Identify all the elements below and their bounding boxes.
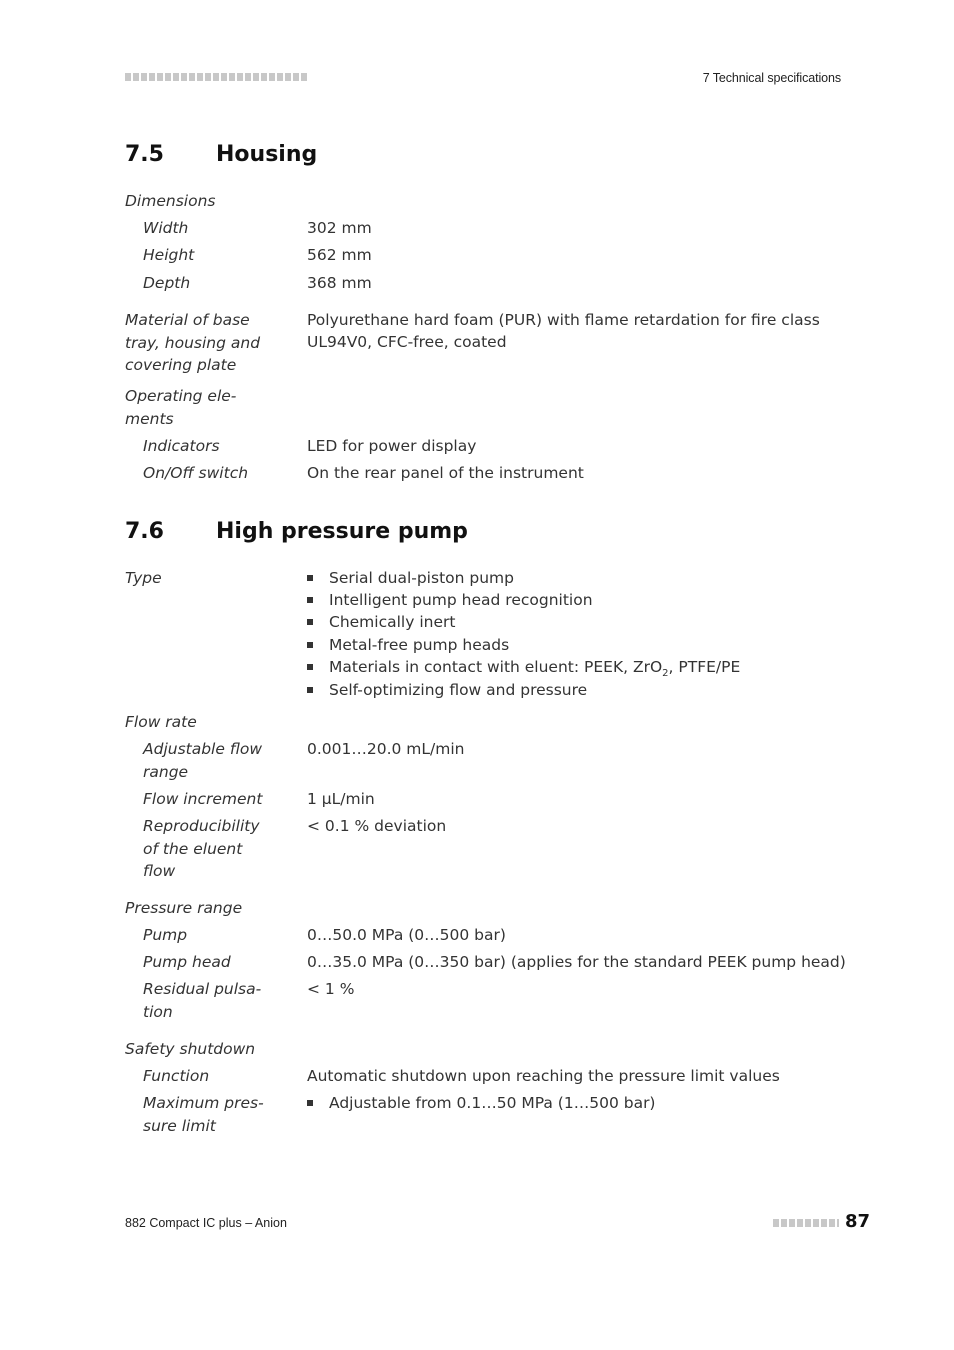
label-material-line3: covering plate bbox=[125, 356, 237, 374]
section-number: 7.5 bbox=[125, 142, 164, 167]
section-heading-housing bbox=[125, 142, 317, 167]
label-adj-line1: Adjustable flow bbox=[143, 740, 263, 758]
type-item bbox=[307, 567, 514, 589]
label-res-line1: Residual pulsa- bbox=[143, 980, 262, 998]
label-safety-shutdown: Safety shutdown bbox=[125, 1040, 256, 1058]
type-item bbox=[307, 679, 587, 701]
value-material-line2: UL94V0, CFC-free, coated bbox=[307, 333, 507, 351]
label-operating-line1: Operating ele- bbox=[125, 387, 237, 405]
label-flow-rate: Flow rate bbox=[125, 713, 197, 731]
value-switch: On the rear panel of the instrument bbox=[307, 464, 584, 482]
value-indicators: LED for power display bbox=[307, 437, 477, 455]
label-flow-increment: Flow increment bbox=[143, 790, 263, 808]
max-pressure-text: Adjustable from 0.1…50 MPa (1…500 bar) bbox=[329, 1094, 656, 1112]
footer-product: 882 Compact IC plus – Anion bbox=[125, 1216, 287, 1230]
label-rep-line1: Reproducibility bbox=[143, 817, 260, 835]
value-material-line1: Polyurethane hard foam (PUR) with flame retardation for fire class bbox=[307, 311, 820, 329]
max-pressure-item bbox=[307, 1092, 655, 1114]
label-function: Function bbox=[143, 1067, 210, 1085]
label-reproducibility bbox=[143, 815, 273, 883]
label-operating-elements bbox=[125, 385, 285, 430]
label-max-pressure bbox=[143, 1092, 273, 1137]
label-rep-line3: flow bbox=[143, 862, 176, 880]
type-item bbox=[307, 634, 509, 656]
label-dimensions: Dimensions bbox=[125, 192, 216, 210]
header-dots bbox=[125, 73, 307, 81]
label-pump: Pump bbox=[143, 926, 188, 944]
section-title: Housing bbox=[216, 142, 318, 167]
label-depth: Depth bbox=[143, 274, 191, 292]
footer-dots bbox=[773, 1219, 839, 1227]
label-indicators: Indicators bbox=[143, 437, 220, 455]
label-type: Type bbox=[125, 569, 162, 587]
type-item-text: Serial dual-piston pump bbox=[329, 569, 514, 587]
label-max-line2: sure limit bbox=[143, 1116, 216, 1135]
label-operating-line2: ments bbox=[125, 409, 174, 428]
label-adjustable-flow bbox=[143, 738, 273, 783]
type-item-text: Intelligent pump head recognition bbox=[329, 591, 593, 609]
value-width: 302 mm bbox=[307, 219, 372, 237]
type-item bbox=[307, 589, 593, 611]
label-material bbox=[125, 309, 285, 377]
type-item bbox=[307, 611, 455, 633]
type-item-text: Metal-free pump heads bbox=[329, 636, 510, 654]
type-item-text: Materials in contact with eluent: PEEK, ZrO bbox=[329, 658, 663, 676]
label-rep-line2: of the eluent bbox=[143, 839, 243, 858]
label-height: Height bbox=[143, 246, 195, 264]
value-adjustable-flow: 0.001…20.0 mL/min bbox=[307, 740, 465, 758]
value-height: 562 mm bbox=[307, 246, 372, 264]
label-pump-head: Pump head bbox=[143, 953, 231, 971]
label-max-line1: Maximum pres- bbox=[143, 1094, 264, 1112]
subscript-2: 2 bbox=[662, 668, 669, 680]
section-title: High pressure pump bbox=[216, 519, 468, 544]
value-pump: 0…50.0 MPa (0…500 bar) bbox=[307, 926, 506, 944]
type-item-text: Self-optimizing flow and pressure bbox=[329, 681, 588, 699]
section-heading-pump bbox=[125, 519, 468, 544]
value-material bbox=[307, 309, 847, 353]
label-residual-pulsation bbox=[143, 978, 273, 1023]
value-depth: 368 mm bbox=[307, 274, 372, 292]
type-item-tail: , PTFE/PE bbox=[668, 658, 741, 676]
label-material-line2: tray, housing and bbox=[125, 333, 261, 352]
label-res-line2: tion bbox=[143, 1002, 173, 1021]
value-pump-head: 0…35.0 MPa (0…350 bar) (applies for the standard PEEK pump head) bbox=[307, 953, 846, 971]
page-number: 87 bbox=[845, 1211, 871, 1232]
value-residual-pulsation: < 1 % bbox=[307, 980, 355, 998]
type-item-text: Chemically inert bbox=[329, 613, 456, 631]
value-reproducibility: < 0.1 % deviation bbox=[307, 817, 447, 835]
label-pressure-range: Pressure range bbox=[125, 899, 243, 917]
running-header: 7 Technical specifications bbox=[702, 71, 841, 85]
section-number: 7.6 bbox=[125, 519, 164, 544]
value-flow-increment: 1 µL/min bbox=[307, 790, 375, 808]
label-switch: On/Off switch bbox=[143, 464, 249, 482]
label-material-line1: Material of base bbox=[125, 311, 250, 329]
label-adj-line2: range bbox=[143, 762, 189, 781]
value-function: Automatic shutdown upon reaching the pressure limit values bbox=[307, 1067, 780, 1085]
label-width: Width bbox=[143, 219, 189, 237]
